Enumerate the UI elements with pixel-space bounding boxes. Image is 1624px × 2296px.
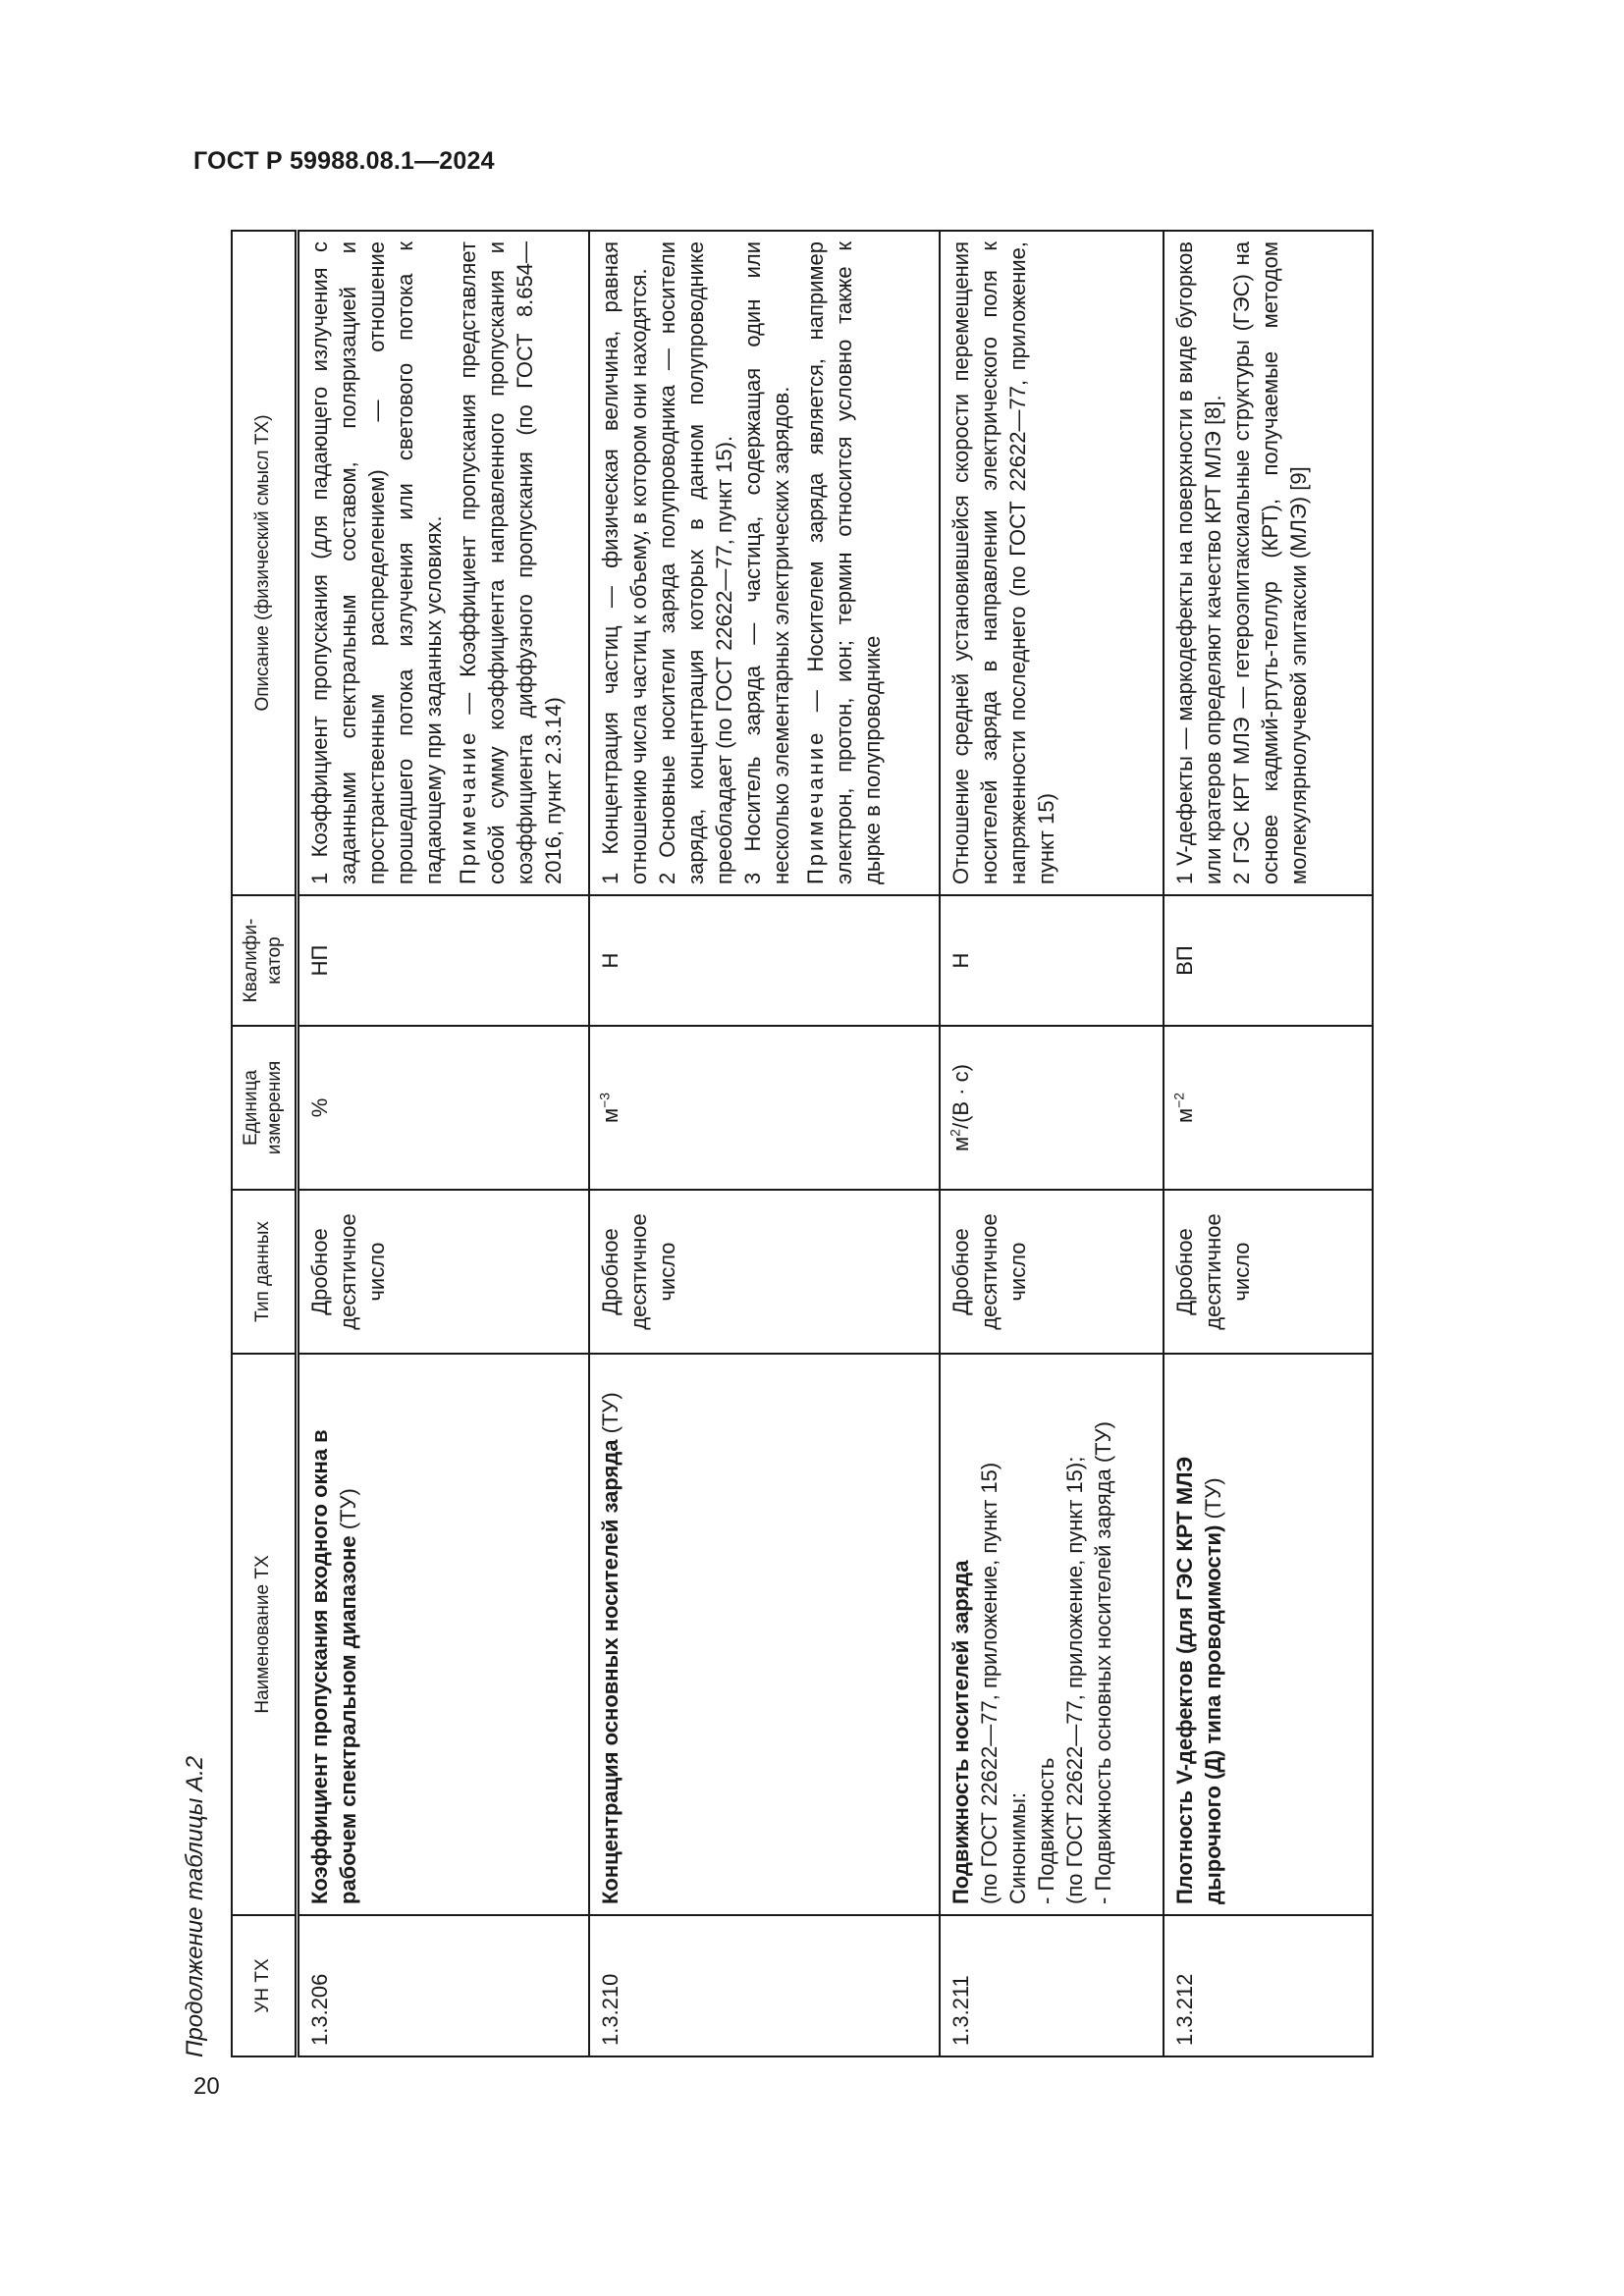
cell-id: 1.3.206 — [297, 1915, 589, 2056]
col-header-qualifier: Квалифи-катор — [232, 895, 297, 1026]
name-bold: Подвижность носителей заряда — [948, 1560, 973, 1904]
description-line: 1 Концентрация частиц — физическая величина, равная отношению числа частиц к объему, в котором они находятся. — [598, 241, 651, 884]
name-rest: (ТУ) — [1201, 1477, 1225, 1525]
cell-description — [297, 231, 589, 895]
cell-id: 1.3.211 — [940, 1915, 1164, 2056]
rotated-table-block — [182, 232, 1372, 2057]
cell-name — [297, 1354, 589, 1915]
unit-base: м — [598, 1107, 623, 1124]
unit-base: % — [306, 1097, 332, 1118]
col-header-name: Наименование ТХ — [232, 1354, 297, 1915]
cell-id: 1.3.212 — [1164, 1915, 1373, 2056]
cell-id: 1.3.210 — [589, 1915, 940, 2056]
cell-qualifier: Н — [940, 895, 1164, 1026]
cell-description — [1164, 231, 1373, 895]
cell-type: Дробное десятичное число — [1164, 1190, 1373, 1354]
cell-unit — [297, 1026, 589, 1190]
cell-unit — [1164, 1026, 1373, 1190]
name-rest: (ТУ) — [335, 1488, 360, 1536]
description-line: 2 Основные носители заряда полупроводника — носители заряда, концентрация которых в данном полупроводнике преобладает (по ГОСТ 22622—77, пункт 15). — [655, 241, 736, 884]
description-line: 3 Носитель заряда — частица, содержащая один или несколько элементарных электрических зарядов. — [740, 241, 793, 884]
table-row — [589, 231, 940, 2056]
cell-qualifier: НП — [297, 895, 589, 1026]
table-row — [940, 231, 1164, 2056]
name-rest: (ТУ) — [598, 1392, 623, 1440]
unit-sup: −2 — [1170, 1092, 1187, 1108]
col-header-id: УН ТХ — [232, 1915, 297, 2056]
note-text: — Коэффициент пропускания представляет собой сумму коэффициента направленного пропускания и коэффициента диффузного пропускания (по ГОСТ 8.654—2016, пункт 2.3.14) — [455, 241, 566, 884]
col-header-unit: Единица измерения — [232, 1026, 297, 1190]
cell-name — [589, 1354, 940, 1915]
cell-qualifier: ВП — [1164, 895, 1373, 1026]
page-number: 20 — [193, 2073, 220, 2100]
unit-base: м — [1172, 1107, 1197, 1124]
cell-type: Дробное десятичное число — [589, 1190, 940, 1354]
note-word: Примечание — [455, 729, 480, 884]
name-line: (по ГОСТ 22622—77, приложение, пункт 15) — [977, 1462, 1001, 1904]
cell-description — [589, 231, 940, 895]
description-line: 2 ГЭС КРТ МЛЭ — гетероэпитаксиальные структуры (ГЭС) на основе кадмий-ртуть-теллур (КРТ), получаемые методом молекулярнолучевой эпитаксии (МЛЭ) [9] — [1229, 241, 1311, 884]
characteristics-table — [231, 230, 1374, 2057]
col-header-type: Тип данных — [232, 1190, 297, 1354]
unit-sup: 2 — [947, 1129, 963, 1137]
name-line: - Подвижность основных носителей заряда (ТУ) — [1091, 1421, 1115, 1904]
cell-name — [940, 1354, 1164, 1915]
unit-base: м — [948, 1136, 973, 1151]
description-line: 1 V-дефекты — маркодефекты на поверхности в виде бугорков или кратеров определяют качество КРТ МЛЭ [8]. — [1172, 241, 1225, 884]
cell-qualifier: Н — [589, 895, 940, 1026]
cell-type: Дробное десятичное число — [297, 1190, 589, 1354]
cell-description — [940, 231, 1164, 895]
description-text: 1 Коэффициент пропускания (для падающего излучения с заданными спектральным составом, поляризацией и пространственным распределением) — отношение прошедшего потока излучения или светового потока к падающему при заданных условиях. — [306, 241, 446, 884]
name-line: - Подвижность — [1034, 1757, 1058, 1904]
name-bold: Концентрация основных носителей заряда — [598, 1439, 623, 1904]
document-header: ГОСТ Р 59988.08.1—2024 — [193, 147, 495, 175]
cell-type: Дробное десятичное число — [940, 1190, 1164, 1354]
table-row — [1164, 231, 1373, 2056]
table-caption: Продолжение таблицы А.2 — [182, 1755, 208, 2057]
name-bold: Плотность V-дефектов (для ГЭС КРТ МЛЭ дырочного (Д) типа проводимости) — [1172, 1456, 1225, 1904]
description-note — [454, 241, 568, 884]
note-word: Примечание — [803, 729, 828, 884]
cell-unit — [940, 1026, 1164, 1190]
col-header-description: Описание (физический смысл ТХ) — [232, 231, 297, 895]
name-line: Синонимы: — [1005, 1791, 1030, 1904]
description-text: Отношение средней установившейся скорости перемещения носителей заряда в направлении электрического поля к напряженности последнего (по ГОСТ 22622—77, приложение, пункт 15) — [948, 241, 1058, 884]
name-line: (по ГОСТ 22622—77, приложение, пункт 15); — [1062, 1456, 1087, 1904]
name-bold: Коэффициент пропускания входного окна в рабочем спектральном диапазоне — [306, 1429, 360, 1904]
unit-sup: −3 — [596, 1092, 613, 1108]
unit-tail: /(В · с) — [948, 1064, 973, 1130]
note-text: — Носителем заряда является, например электрон, протон, ион; термин относится условно также к дырке в полупроводнике — [803, 241, 885, 884]
table-row — [297, 231, 589, 2056]
cell-name — [1164, 1354, 1373, 1915]
cell-unit — [589, 1026, 940, 1190]
description-note — [801, 241, 887, 884]
table-header-row — [232, 231, 297, 2056]
